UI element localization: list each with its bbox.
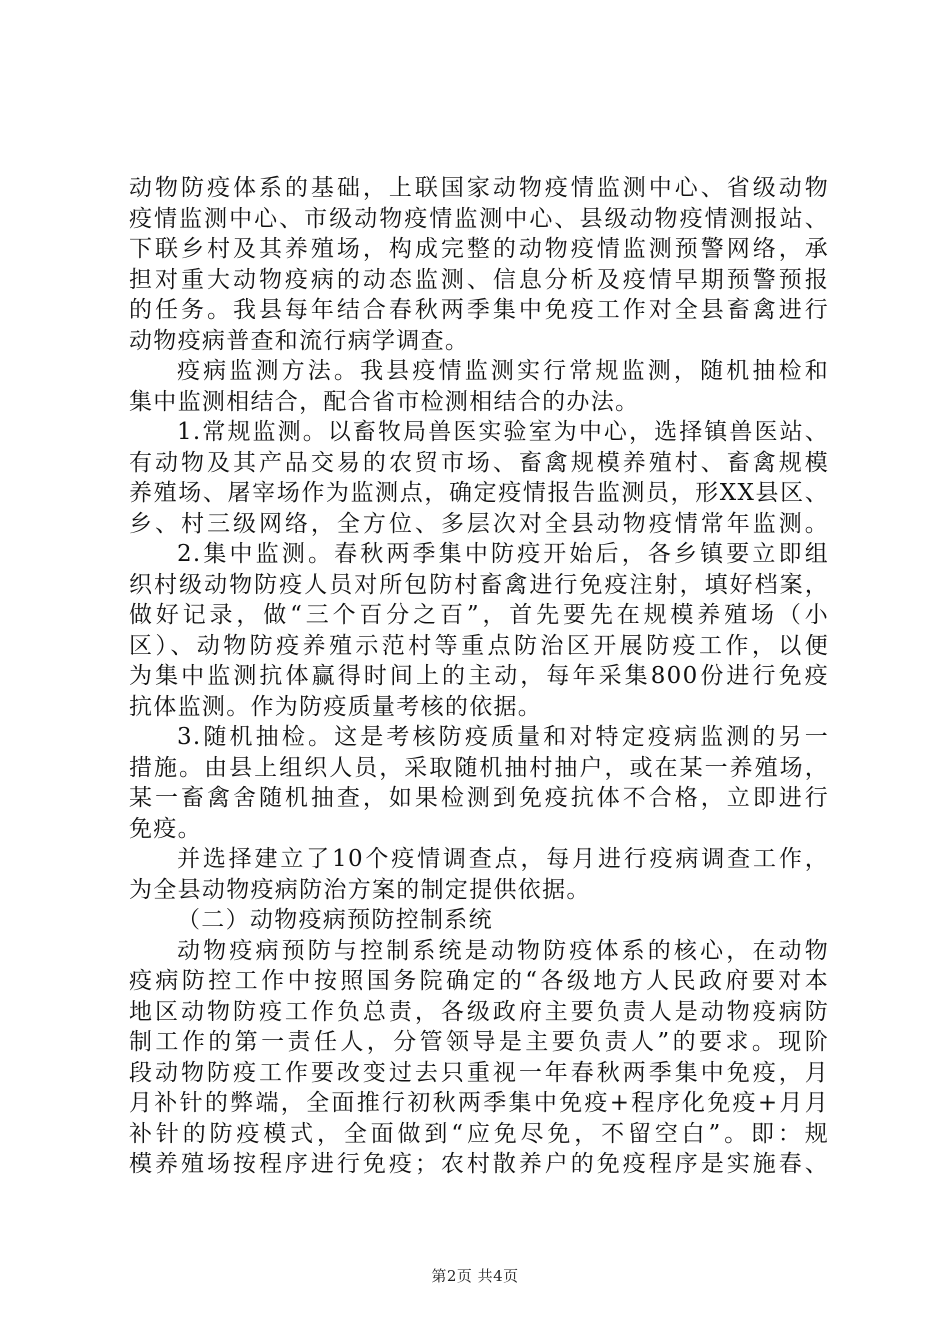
text-line: 1.常规监测。以畜牧局兽医实验室为中心，选择镇兽医站、	[177, 419, 829, 445]
text-line: 月补针的弊端，全面推行初秋两季集中免疫+程序化免疫+月月	[129, 1090, 829, 1116]
page-footer: 第2页 共4页	[431, 1267, 519, 1285]
text-line: 2.集中监测。春秋两季集中防疫开始后，各乡镇要立即组	[177, 541, 829, 567]
text-line: 补针的防疫模式，全面做到“应免尽免，不留空白”。即：规	[129, 1120, 829, 1147]
text-line: 免疫。	[129, 815, 202, 842]
text-line: 段动物防疫工作要改变过去只重视一年春秋两季集中免疫，月	[129, 1059, 829, 1086]
text-line: 动物疫病预防与控制系统是动物防疫体系的核心，在动物	[177, 937, 829, 964]
text-line: 措施。由县上组织人员，采取随机抽村抽户，或在某一养殖场，	[129, 754, 829, 781]
text-line: 模养殖场按程序进行免疫；农村散养户的免疫程序是实施春、	[129, 1151, 829, 1177]
text-line: 有动物及其产品交易的农贸市场、畜禽规模养殖村、畜禽规模	[129, 449, 829, 476]
text-line: 动物防疫体系的基础，上联国家动物疫情监测中心、省级动物	[129, 175, 829, 201]
document-body	[129, 173, 829, 1180]
text-line: 担对重大动物疫病的动态监测、信息分析及疫情早期预警预报	[129, 266, 829, 293]
text-line: 3.随机抽检。这是考核防疫质量和对特定疫病监测的另一	[177, 724, 829, 750]
text-line: 织村级动物防疫人员对所包防村畜禽进行免疫注射，填好档案，	[129, 571, 829, 598]
text-line: 某一畜禽舍随机抽查，如果检测到免疫抗体不合格，立即进行	[129, 785, 829, 811]
text-line: 动物疫病普查和流行病学调查。	[129, 327, 470, 354]
text-line: 并选择建立了10个疫情调查点，每月进行疫病调查工作，	[177, 846, 829, 872]
text-line: 制工作的第一责任人，分管领导是主要负责人”的要求。现阶	[129, 1029, 829, 1055]
text-line: 为全县动物疫病防治方案的制定提供依据。	[129, 876, 591, 903]
text-line: 疫病监测方法。我县疫情监测实行常规监测，随机抽检和	[177, 358, 829, 384]
text-line: 的任务。我县每年结合春秋两季集中免疫工作对全县畜禽进行	[129, 297, 829, 323]
section-heading: （二）动物疫病预防控制系统	[177, 907, 493, 933]
text-line: 做好记录，做“三个百分之百”，首先要先在规模养殖场（小	[129, 602, 829, 628]
text-line: 为集中监测抗体赢得时间上的主动，每年采集800份进行免疫	[129, 663, 829, 689]
text-line: 集中监测相结合，配合省市检测相结合的办法。	[129, 388, 640, 415]
text-line: 疫病防控工作中按照国务院确定的“各级地方人民政府要对本	[129, 968, 829, 994]
text-line: 养殖场、屠宰场作为监测点，确定疫情报告监测员，形XX县区、	[129, 480, 829, 506]
text-line: 疫情监测中心、市级动物疫情监测中心、县级动物疫情测报站、	[129, 205, 829, 232]
text-line: 下联乡村及其养殖场，构成完整的动物疫情监测预警网络，承	[129, 236, 829, 262]
text-line: 地区动物防疫工作负总责，各级政府主要负责人是动物疫病防	[129, 998, 829, 1025]
text-line: 抗体监测。作为防疫质量考核的依据。	[129, 693, 543, 720]
text-line: 乡、村三级网络，全方位、多层次对全县动物疫情常年监测。	[129, 510, 829, 537]
text-line: 区）、动物防疫养殖示范村等重点防治区开展防疫工作，以便	[129, 632, 829, 659]
